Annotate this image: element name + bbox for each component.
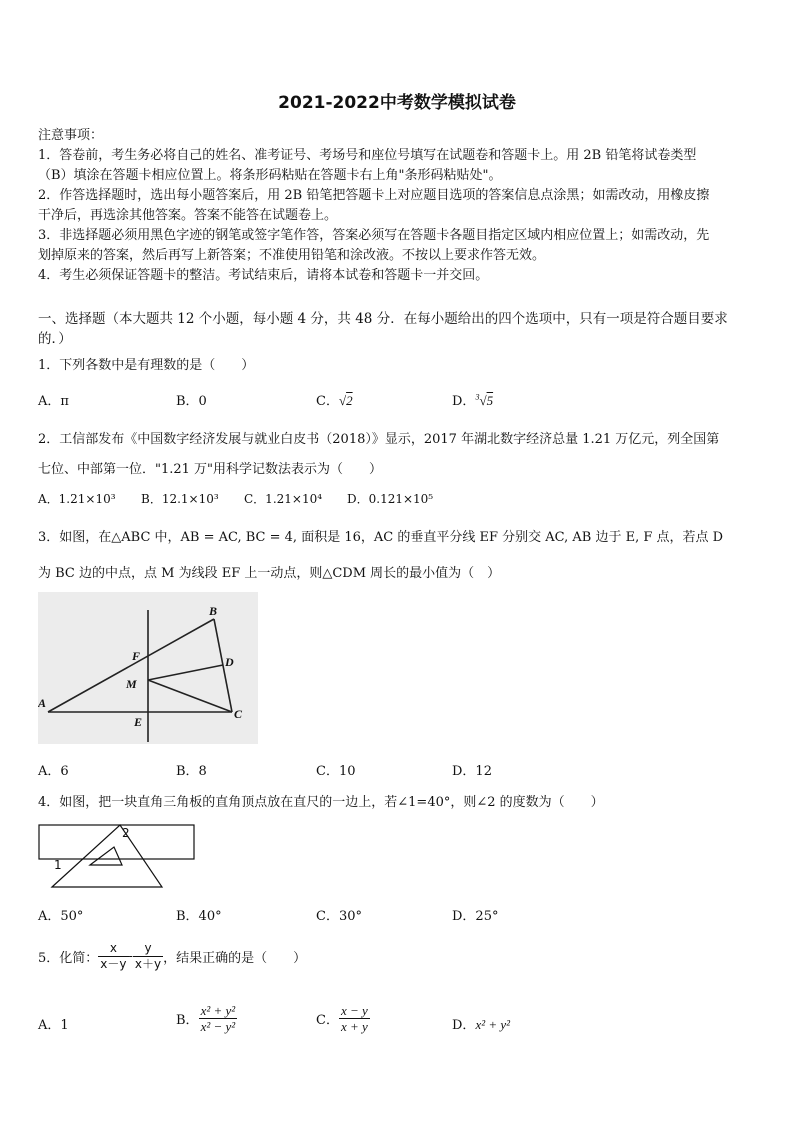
q3-label-f: F <box>132 649 141 663</box>
q4-angle-2-label: 2 <box>122 826 130 840</box>
notice-line: 2．作答选择题时，选出每小题答案后，用 2B 铅笔把答题卡上对应题目选项的答案信息点涂黑；如需改动，用橡皮擦 <box>38 188 710 203</box>
q5-fraction-2-denominator: x＋y <box>134 957 162 971</box>
q5-fraction-1 <box>98 941 128 972</box>
q5-option-b-numerator: x² + y² <box>200 1003 236 1018</box>
section-heading: 一、选择题（本大题共 12 个小题，每小题 4 分，共 48 分．在每小题给出的四个选项中，只有一项是符合题目要求 <box>38 311 728 327</box>
notice-line: 3．非选择题必须用黑色字迹的钢笔或签字笔作答，答案必须写在答题卡各题目指定区域内相应位置上；如需改动，先 <box>38 228 710 243</box>
q5-option-c-label: C． <box>316 1013 339 1028</box>
q5-option-c <box>316 1003 370 1034</box>
notice-line: 划掉原来的答案，然后再写上新答案；不准使用铅笔和涂改液。不按以上要求作答无效。 <box>38 248 546 263</box>
q5-stem <box>38 941 306 972</box>
q5-option-d <box>452 1014 510 1033</box>
notice-heading: 注意事项： <box>38 128 104 143</box>
q5-fraction-1-denominator: x－y <box>100 957 127 971</box>
q2-option-c: C．1.21×10⁴ <box>244 492 323 506</box>
q5-option-c-numerator: x − y <box>340 1003 368 1018</box>
q5-option-b <box>176 1003 237 1034</box>
q5-fraction-2-numerator: y <box>133 941 163 957</box>
q5-option-b-fraction <box>199 1003 238 1034</box>
q3-label-a: A <box>38 696 47 710</box>
q1-option-d-radicand: 5 <box>486 393 494 408</box>
q1-option-d-label: D． <box>452 394 476 409</box>
q5-option-d-label: D． <box>452 1018 476 1033</box>
notice-line: 4．考生必须保证答题卡的整洁。考试结束后，请将本试卷和答题卡一并交回。 <box>38 268 489 283</box>
q5-option-a: A．1 <box>38 1018 69 1033</box>
q5-option-b-denominator: x² − y² <box>200 1019 236 1034</box>
notice-line: 干净后，再选涂其他答案。答案不能答在试题卷上。 <box>38 208 338 223</box>
q5-option-d-expression: x² + y² <box>475 1017 511 1032</box>
q1-option-a: A．π <box>38 394 69 409</box>
q3-label-e: E <box>134 715 143 729</box>
q3-option-a: A．6 <box>38 764 69 779</box>
section-heading-cont: 的．） <box>38 331 72 347</box>
q1-option-c-label: C． <box>316 394 339 409</box>
q1-option-c: C．√2 <box>316 393 353 409</box>
q5-suffix: ，结果正确的是（ ） <box>163 951 307 966</box>
q5-option-b-label: B． <box>176 1013 199 1028</box>
q2-stem-line1: 2．工信部发布《中国数字经济发展与就业白皮书（2018）》显示，2017 年湖北数字经济总量 1.21 万亿元，列全国第 <box>38 432 720 447</box>
q5-option-c-fraction <box>339 1003 370 1034</box>
q4-option-b: B．40° <box>176 909 222 924</box>
q4-angle-1-label: 1 <box>54 858 62 872</box>
q2-stem-line2: 七位、中部第一位．"1.21 万"用科学记数法表示为（ ） <box>38 462 383 477</box>
q1-option-c-radicand: 2 <box>346 393 353 408</box>
q3-label-m: M <box>126 677 137 691</box>
page-title: 2021-2022中考数学模拟试卷 <box>278 93 516 113</box>
q3-label-d: D <box>225 655 234 669</box>
q3-label-c: C <box>234 707 243 721</box>
q5-prefix: 5．化简： <box>38 951 99 966</box>
q5-option-c-denominator: x + y <box>340 1019 368 1034</box>
q2-option-d: D．0.121×10⁵ <box>347 492 434 506</box>
q1-option-b: B．0 <box>176 394 207 409</box>
q3-stem-line1: 3．如图，在△ABC 中，AB = AC, BC = 4, 面积是 16，AC 的垂直平分线 EF 分别交 AC, AB 边于 E, F 点，若点 D <box>38 530 724 545</box>
q1-stem: 1．下列各数中是有理数的是（ ） <box>38 358 255 373</box>
notice-line: 1．答卷前，考生务必将自己的姓名、准考证号、考场号和座位号填写在试题卷和答题卡上。用 2B 铅笔将试卷类型 <box>38 148 697 163</box>
notice-line: （B）填涂在答题卡相应位置上。将条形码粘贴在答题卡右上角"条形码粘贴处"。 <box>38 168 502 183</box>
q1-option-d: D．$^3$√5 <box>452 392 494 409</box>
q3-option-b: B．8 <box>176 764 207 779</box>
q2-option-a: A．1.21×10³ <box>38 492 116 506</box>
q4-option-c: C．30° <box>316 909 362 924</box>
q5-minus: - <box>128 949 133 964</box>
q3-option-d: D．12 <box>452 764 492 779</box>
q5-fraction-2 <box>133 941 163 972</box>
q4-figure <box>38 823 196 889</box>
q2-option-b: B．12.1×10³ <box>141 492 219 506</box>
q3-stem-line2: 为 BC 边的中点，点 M 为线段 EF 上一动点，则△CDM 周长的最小值为（ ） <box>38 566 501 581</box>
q3-label-b: B <box>209 604 218 618</box>
q4-stem: 4．如图，把一块直角三角板的直角顶点放在直尺的一边上，若∠1=40°，则∠2 的度数为（ ） <box>38 795 604 810</box>
q3-figure <box>38 592 258 744</box>
q4-option-a: A．50° <box>38 909 84 924</box>
q5-fraction-1-numerator: x <box>98 941 128 957</box>
q1-option-d-index: 3 <box>475 392 480 402</box>
q3-option-c: C．10 <box>316 764 356 779</box>
q4-option-d: D．25° <box>452 909 499 924</box>
